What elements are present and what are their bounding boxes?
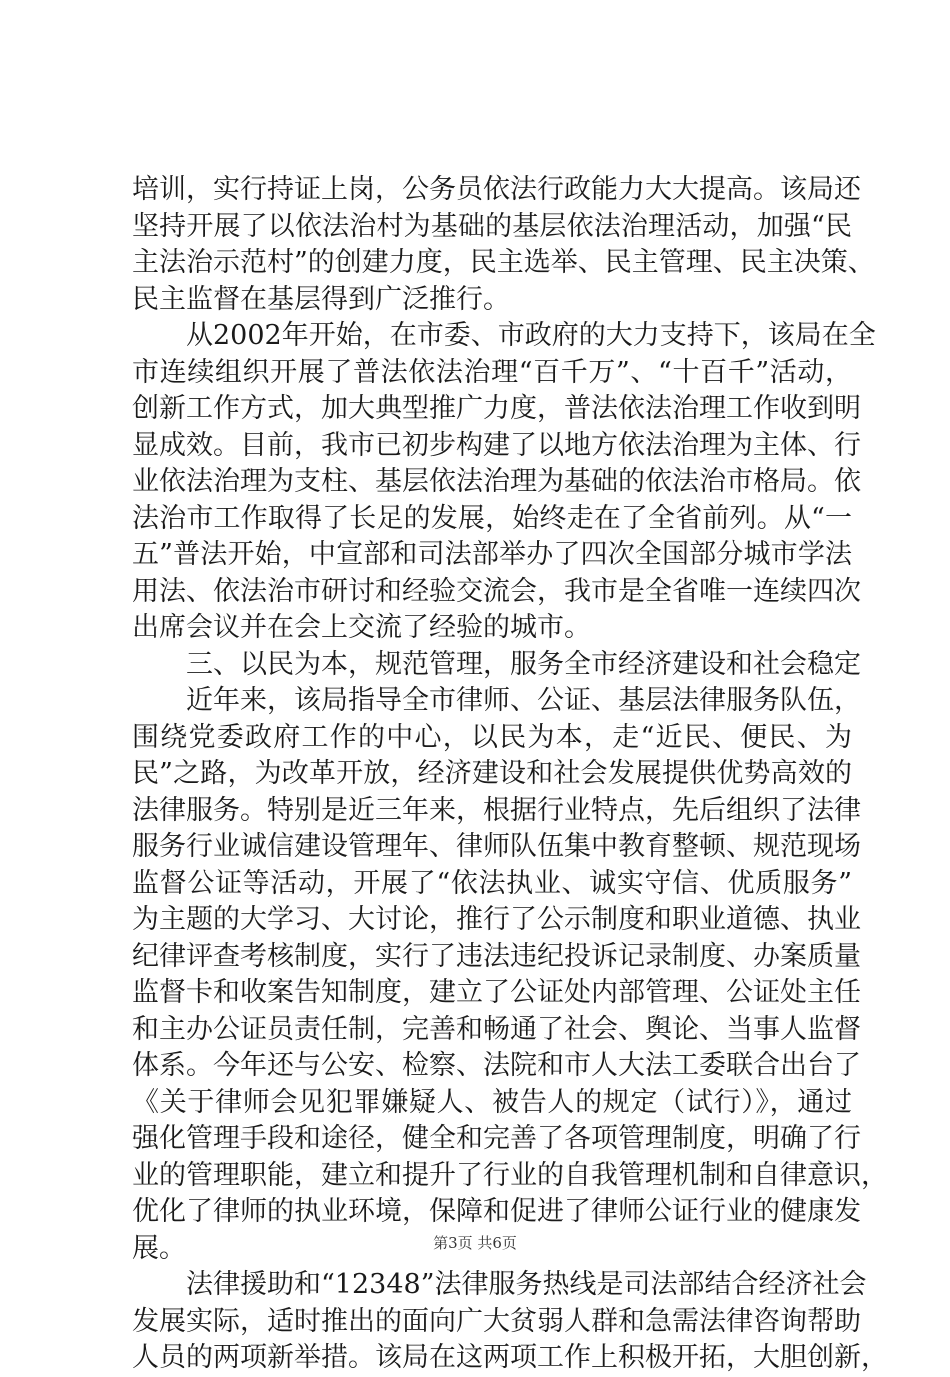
text-line: 围绕党委政府工作的中心，以民为本，走“近民、便民、为 [132,721,852,753]
text-line: 展。 [132,1232,186,1264]
text-line: 优化了律师的执业环境，保障和促进了律师公证行业的健康发 [132,1196,861,1227]
text-line: 为主题的大学习、大讨论，推行了公示制度和职业道德、执业 [132,904,861,935]
text-line: 创新工作方式，加大典型推广力度，普法依法治理工作收到明 [132,393,861,424]
text-line: 服务行业诚信建设管理年、律师队伍集中教育整顿、规范现场 [132,831,861,862]
text-line: 纪律评查考核制度，实行了违法违纪投诉记录制度、办案质量 [132,940,861,972]
text-line: 主法治示范村”的创建力度，民主选举、民主管理、民主决策、 [132,247,875,278]
text-line: 法治市工作取得了长足的发展，始终走在了全省前列。从“一 [132,502,852,534]
text-line: 坚持开展了以依法治村为基础的基层依法治理活动，加强“民 [132,210,852,242]
text-line: 从2002年开始，在市委、市政府的大力支持下，该局在全 [186,320,876,351]
text-line: 出席会议并在会上交流了经验的城市。 [132,612,591,643]
page-footer [0,1232,950,1253]
text-line: 三、以民为本，规范管理，服务全市经济建设和社会稳定 [186,648,861,680]
paragraph-p3 [132,647,861,684]
text-line: 强化管理手段和途径，健全和完善了各项管理制度，明确了行 [132,1123,861,1154]
page-number-label: 第3页 共6页 [433,1234,517,1252]
text-line: 体系。今年还与公安、检察、法院和市人大法工委联合出台了 [132,1050,861,1081]
text-line: 业依法治理为支柱、基层依法治理为基础的依法治市格局。依 [132,466,861,497]
text-line: 业的管理职能，建立和提升了行业的自我管理机制和自律意识， [132,1159,888,1191]
text-line: 近年来，该局指导全市律师、公证、基层法律服务队伍， [186,685,861,716]
text-line: 民”之路，为改革开放，经济建设和社会发展提供优势高效的 [132,758,852,789]
paragraph-p4 [132,683,888,1267]
paragraph-p1 [132,172,875,318]
text-line: 五”普法开始，中宣部和司法部举办了四次全国部分城市学法 [132,539,852,570]
text-line: 《关于律师会见犯罪嫌疑人、被告人的规定（试行）》，通过 [132,1086,852,1118]
text-line: 人员的两项新举措。该局在这两项工作上积极开拓，大胆创新， [132,1342,888,1373]
paragraph-p2 [132,318,876,647]
text-line: 监督公证等活动，开展了“依法执业、诚实守信、优质服务” [132,867,852,899]
text-line: 法律援助和“12348”法律服务热线是司法部结合经济社会 [186,1269,867,1300]
document-body [132,172,888,1377]
text-line: 市连续组织开展了普法依法治理“百千万”、“十百千”活动， [132,356,852,388]
text-line: 发展实际，适时推出的面向广大贫弱人群和急需法律咨询帮助 [132,1305,861,1337]
text-line: 用法、依法治市研讨和经验交流会，我市是全省唯一连续四次 [132,575,861,607]
text-line: 培训，实行持证上岗，公务员依法行政能力大大提高。该局还 [132,174,861,205]
text-line: 和主办公证员责任制，完善和畅通了社会、舆论、当事人监督 [132,1013,861,1045]
text-line: 民主监督在基层得到广泛推行。 [132,283,510,315]
text-line: 显成效。目前，我市已初步构建了以地方依法治理为主体、行 [132,429,861,461]
text-line: 法律服务。特别是近三年来，根据行业特点，先后组织了法律 [132,794,861,826]
text-line: 监督卡和收案告知制度，建立了公证处内部管理、公证处主任 [132,977,861,1008]
paragraph-p5 [132,1267,888,1377]
